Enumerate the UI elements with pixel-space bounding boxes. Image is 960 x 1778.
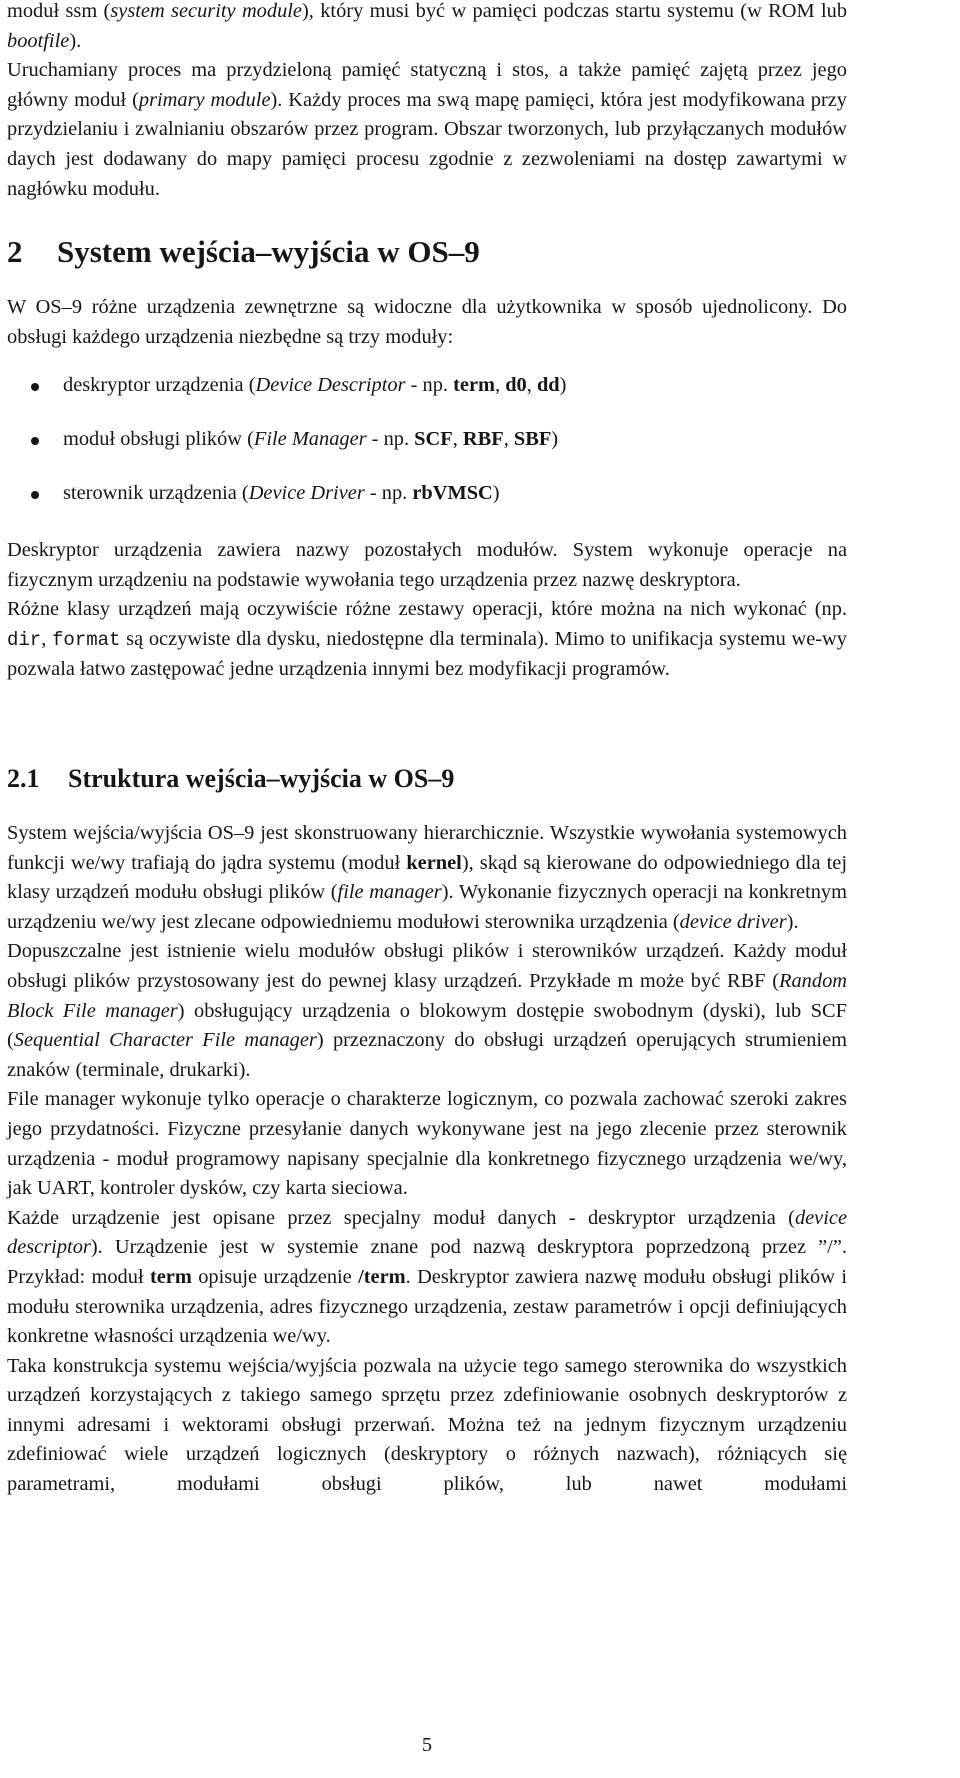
list-item: deskryptor urządzenia (Device Descriptor - np. term, d0, dd)	[7, 371, 847, 425]
paragraph-ssm: moduł ssm (system security module), który musi być w pamięci podczas startu systemu (w ROM lub bootfile).	[7, 0, 848, 52]
list-item: moduł obsługi plików (File Manager - np. SCF, RBF, SBF)	[7, 425, 847, 479]
code-format: format	[52, 628, 121, 651]
paragraph-shared-driver: Taka konstrukcja systemu wejścia/wyjścia pozwala na użycie tego samego sterownika do wszystkich urządzeń korzystających z takiego samego sprzętu przez zdefiniowanie osobnych deskryptorów z innymi adresami i wektorami obsługi przerwań. Można też na jednym fizycznym urządzeniu zdefiniować wiele urządzeń logicznych (deskryptory o różnych nazwach), różniących się parametrami, modułami obsługi plików, lub nawet modułami	[7, 1354, 847, 1496]
section-2-1-title: Struktura wejścia–wyjścia w OS–9	[68, 764, 455, 793]
section2-intro	[7, 293, 847, 352]
page-number: 5	[421, 1734, 433, 1756]
paragraph-logical-operations: File manager wykonuje tylko operacje o charakterze logicznym, co pozwala zachować szeroki zakres jego przydatności. Fizyczne przesyłanie danych wykonywane jest na jego zlecenie przez sterownik urządzenia - moduł programowy napisany specjalnie dla konkretnego fizycznego urządzenia we/wy, jak UART, kontroler dysków, czy karta sieciowa.	[7, 1088, 847, 1200]
section2-body	[7, 536, 847, 685]
section21-body	[7, 819, 847, 1500]
paragraph-device-classes: Różne klasy urządzeń mają oczywiście różne zestawy operacji, które można na nich wykonać (np. dir, format są oczywiste dla dysku, niedostępne dla terminala). Mimo to unifikacja systemu we-wy pozwala łatwo zastępować jedne urządzenia innymi bez modyfikacji programów.	[7, 598, 847, 681]
section-2-1-number: 2.1	[7, 764, 40, 793]
section-2-number: 2	[7, 234, 23, 269]
section-2-heading	[7, 234, 480, 270]
section-2-1-heading	[7, 764, 454, 794]
section1-tail	[7, 0, 847, 204]
paragraph-device-descriptor: Każde urządzenie jest opisane przez specjalny moduł danych - deskryptor urządzenia (device descriptor). Urządzenie jest w systemie znane pod nazwą deskryptora poprzedzoną przez ”/”. Przykład: moduł term opisuje urządzenie /term. Deskryptor zawiera nazwę modułu obsługi plików i modułu sterownika urządzenia, adres fizycznego urządzenia, zestaw parametrów i opcji definiujących konkretne własności urządzenia we/wy.	[7, 1206, 847, 1348]
list-item: sterownik urządzenia (Device Driver - np. rbVMSC)	[7, 479, 847, 533]
paragraph-descriptor: Deskryptor urządzenia zawiera nazwy pozostałych modułów. System wykonuje operacje na fizycznym urządzeniu na podstawie wywołania tego urządzenia przez nazwę deskryptora.	[7, 539, 847, 591]
paragraph-file-managers: Dopuszczalne jest istnienie wielu modułów obsługi plików i sterowników urządzeń. Każdy moduł obsługi plików przystosowany jest do pewnej klasy urządzeń. Przykłade m może być RBF (Random Block File manager) obsługujący urządzenia o blokowym dostępie swobodnym (dyski), lub SCF (Sequential Character File manager) przeznaczony do obsługi urządzeń operujących strumieniem znaków (terminale, drukarki).	[7, 940, 847, 1081]
paragraph-process-memory: Uruchamiany proces ma przydzieloną pamięć statyczną i stos, a także pamięć zajętą przez jego główny moduł (primary module). Każdy proces ma swą mapę pamięci, która jest modyfikowana przy przydzielaniu i zwalnianiu obszarów przez program. Obszar tworzonych, lub przyłączanych modułów daych jest dodawany do mapy pamięci procesu zgodnie z zezwoleniami na dostęp zawartymi w nagłówku modułu.	[7, 59, 848, 200]
code-dir: dir	[7, 628, 42, 651]
paragraph-hierarchy: System wejścia/wyjścia OS–9 jest skonstruowany hierarchicznie. Wszystkie wywołania systemowych funkcji we/wy trafiają do jądra systemu (moduł kernel), skąd są kierowane do odpowiedniego dla tej klasy urządzeń modułu obsługi plików (file manager). Wykonanie fizycznych operacji na konkretnym urządzeniu we/wy jest zlecane odpowiedniemu modułowi sterownika urządzenia (device driver).	[7, 822, 847, 933]
section-2-title: System wejścia–wyjścia w OS–9	[57, 234, 480, 269]
module-list	[7, 371, 847, 533]
paragraph-io-intro: W OS–9 różne urządzenia zewnętrzne są widoczne dla użytkownika w sposób ujednolicony. Do obsługi każdego urządzenia niezbędne są trzy moduły:	[7, 296, 847, 348]
